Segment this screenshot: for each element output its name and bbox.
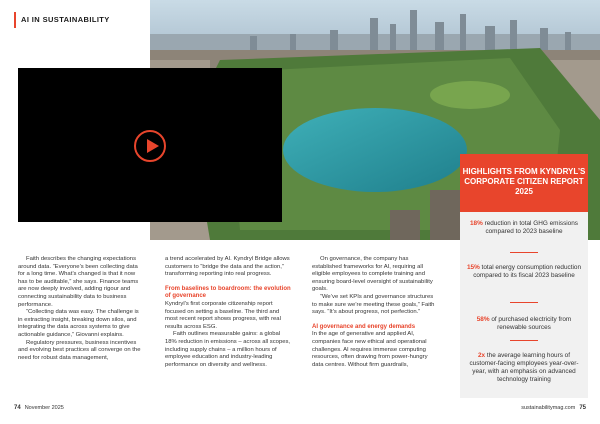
col1-paragraph-2: “Collecting data was easy. The challenge is in extracting insight, breaking down silos, and integrating the data across systems to give actionable guidance,” Giovanni explains. xyxy=(18,309,139,338)
column-2 xyxy=(165,256,291,369)
site-url: sustainabilitymag.com xyxy=(521,405,576,411)
col1-paragraph-1: Faith describes the changing expectations around data. “Everyone’s been collecting data for a long time. What’s changed is that it now has to be auditable,” she says. Finance teams are now deeply involved, adding rigour and connecting sustainability data to business performance. xyxy=(18,256,139,308)
stat-learning-text: the average learning hours of customer-facing employees year-over-year, with an emphasis on advanced technology training xyxy=(469,352,579,383)
column-3 xyxy=(312,256,438,369)
divider xyxy=(510,252,538,253)
divider xyxy=(510,302,538,303)
stat-renewables-value: 58% xyxy=(476,316,490,323)
play-icon[interactable] xyxy=(134,130,166,162)
column-1 xyxy=(18,256,144,362)
stat-learning-value: 2x xyxy=(477,352,486,359)
col3-paragraph-1: On governance, the company has established frameworks for AI, requiring all eligible employees to complete training and ensuring board-level oversight of sustainability goals. xyxy=(312,256,433,293)
col2-paragraph-3: Faith outlines measurable gains: a global 18% reduction in emissions – across all scopes, including supply chains – a million hours of employee education and industry-leading performance on diversity and wellness. xyxy=(165,331,291,368)
stat-learning xyxy=(466,352,582,384)
col3-paragraph-3: In the age of generative and applied AI, companies face new ethical and operational challenges. AI requires immense computing resources, often drawing from power-hungry data centres. Without firm guardrails, xyxy=(312,331,428,368)
col2-paragraph-2: Kyndryl’s first corporate citizenship report focused on setting a baseline. The third and most recent report shows progress, with real results across ESG. xyxy=(165,300,281,330)
col2-paragraph-1: a trend accelerated by AI. Kyndryl Bridge allows customers to “bridge the data and the action,” transforming reporting into real progress. xyxy=(165,256,290,278)
sidebar-title: HIGHLIGHTS FROM KYNDRYL’S CORPORATE CITIZEN REPORT 2025 xyxy=(460,154,588,212)
stat-energy-value: 15% xyxy=(466,264,480,271)
stat-renewables xyxy=(466,316,582,332)
stat-energy xyxy=(466,264,582,280)
col3-paragraph-2: “We’ve set KPIs and governance structures to make sure we’re meeting these goals,” Faith says. “It’s about progress, not perfection.” xyxy=(312,293,435,316)
stat-ghg-text: reduction in total GHG emissions compared to 2023 baseline xyxy=(482,220,578,235)
section-label: AI IN SUSTAINABILITY xyxy=(14,12,150,28)
highlights-sidebar xyxy=(460,154,588,398)
page-number-right: 75 xyxy=(579,405,586,411)
footer-right xyxy=(521,405,590,411)
col3-subheading: AI governance and energy demands xyxy=(312,323,416,330)
issue-date: November 2025 xyxy=(24,405,64,411)
stat-energy-text: total energy consumption reduction compared to its fiscal 2023 baseline xyxy=(473,264,582,279)
divider xyxy=(510,340,538,341)
page-number-left: 74 xyxy=(14,405,21,411)
stat-ghg xyxy=(466,220,582,236)
col2-subheading: From baselines to boardroom: the evolution of governance xyxy=(165,285,291,300)
footer-left xyxy=(14,405,64,411)
stat-ghg-value: 18% xyxy=(470,220,483,227)
col1-paragraph-3: Regulatory pressures, business incentives and evolving best practices all converge on the need for robust data management, xyxy=(18,339,141,361)
stat-renewables-text: of purchased electricity from renewable sources xyxy=(489,316,572,331)
